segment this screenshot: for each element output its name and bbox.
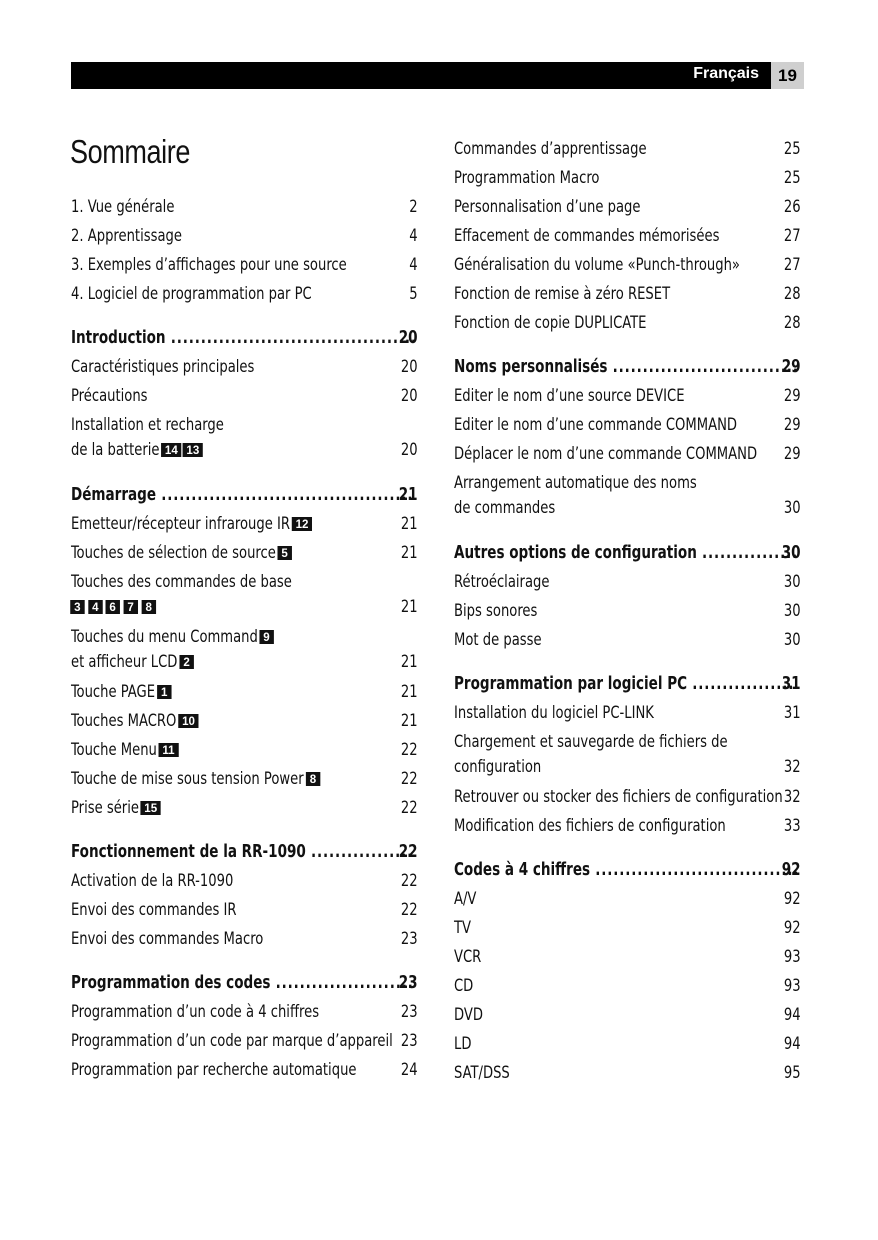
toc-entry-battery[interactable]: Installation et recharge de la batterie 14 13 20 bbox=[71, 415, 418, 460]
toc-entry[interactable]: Généralisation du volume «Punch-through» 27 bbox=[454, 255, 801, 275]
toc-section-fonctionnement[interactable]: Fonctionnement de la RR-1090 ..... 22 bbox=[71, 838, 418, 867]
callout-badge: 11 bbox=[158, 743, 178, 757]
toc-entry[interactable]: Rétroéclairage 30 bbox=[454, 572, 801, 592]
toc-entry[interactable]: Activation de la RR-1090 22 bbox=[71, 871, 418, 891]
toc-entry[interactable]: Effacement de commandes mémorisées 27 bbox=[454, 226, 801, 246]
toc-entry[interactable]: Programmation par recherche automatique 24 bbox=[71, 1060, 418, 1080]
callout-badge: 7 bbox=[124, 600, 138, 614]
toc-section-logiciel[interactable]: Programmation par logiciel PC ..... 31 bbox=[454, 670, 801, 699]
toc-entry[interactable]: Retrouver ou stocker des fichiers de configuration 32 bbox=[454, 787, 801, 807]
toc-entry[interactable]: Commandes d’apprentissage 25 bbox=[454, 139, 801, 159]
toc-entry[interactable]: Touche de mise sous tension Power 8 22 bbox=[71, 769, 418, 789]
toc-entry-chargement[interactable]: Chargement et sauvegarde de fichiers de configuration 32 bbox=[454, 732, 801, 777]
toc-left-column bbox=[71, 193, 418, 1085]
callout-badge: 12 bbox=[291, 517, 312, 531]
toc-section-demarrage[interactable]: Démarrage ..... 21 bbox=[71, 481, 418, 510]
toc-entry[interactable]: Prise série 15 22 bbox=[71, 798, 418, 818]
callout-badge: 10 bbox=[178, 714, 199, 728]
toc-entry[interactable]: 4. Logiciel de programmation par PC 5 bbox=[71, 284, 418, 304]
callout-badge: 4 bbox=[88, 600, 102, 614]
callout-badge: 2 bbox=[179, 655, 193, 669]
toc-entry-menu-command[interactable]: Touches du menu Command 9 et afficheur LCD 2 21 bbox=[71, 627, 418, 672]
toc-section-autres[interactable]: Autres options de configuration ..... 30 bbox=[454, 539, 801, 568]
toc-entry[interactable]: Mot de passe 30 bbox=[454, 630, 801, 650]
callout-badge: 15 bbox=[140, 801, 161, 815]
toc-entry[interactable]: 2. Apprentissage 4 bbox=[71, 226, 418, 246]
toc-entry[interactable]: Envoi des commandes Macro 23 bbox=[71, 929, 418, 949]
toc-entry[interactable]: Personnalisation d’une page 26 bbox=[454, 197, 801, 217]
toc-entry[interactable]: A/V 92 bbox=[454, 889, 801, 909]
toc-entry-arrangement[interactable]: Arrangement automatique des noms de commandes 30 bbox=[454, 473, 801, 518]
toc-entry[interactable]: VCR 93 bbox=[454, 947, 801, 967]
toc-entry[interactable]: Editer le nom d’une commande COMMAND 29 bbox=[454, 415, 801, 435]
toc-entry[interactable]: Touches de sélection de source 5 21 bbox=[71, 543, 418, 563]
toc-entry[interactable]: Envoi des commandes IR 22 bbox=[71, 900, 418, 920]
toc-entry[interactable]: Installation du logiciel PC-LINK 31 bbox=[454, 703, 801, 723]
toc-entry[interactable]: Fonction de copie DUPLICATE 28 bbox=[454, 313, 801, 333]
toc-entry[interactable]: Programmation d’un code à 4 chiffres 23 bbox=[71, 1002, 418, 1022]
toc-section-introduction[interactable]: Introduction ..... 20 bbox=[71, 324, 418, 353]
toc-entry[interactable]: Fonction de remise à zéro RESET 28 bbox=[454, 284, 801, 304]
toc-entry-base-keys[interactable]: Touches des commandes de base 3 4 6 7 8 21 bbox=[71, 572, 418, 617]
toc-entry[interactable]: DVD 94 bbox=[454, 1005, 801, 1025]
callout-badge: 13 bbox=[183, 443, 204, 457]
callout-badge: 14 bbox=[161, 443, 182, 457]
toc-right-column bbox=[454, 135, 801, 1088]
callout-badge: 9 bbox=[260, 630, 274, 644]
toc-entry[interactable]: Emetteur/récepteur infrarouge IR 12 21 bbox=[71, 514, 418, 534]
callout-badge: 5 bbox=[278, 546, 292, 560]
callout-badge: 3 bbox=[70, 600, 84, 614]
header-language: Français bbox=[693, 65, 759, 82]
toc-entry[interactable]: Programmation Macro 25 bbox=[454, 168, 801, 188]
toc-entry[interactable]: Bips sonores 30 bbox=[454, 601, 801, 621]
toc-entry[interactable]: Programmation d’un code par marque d’appareil 23 bbox=[71, 1031, 418, 1051]
header-bar bbox=[71, 62, 771, 89]
toc-entry[interactable]: Touches MACRO 10 21 bbox=[71, 711, 418, 731]
callout-badge: 1 bbox=[157, 685, 171, 699]
toc-entry[interactable]: LD 94 bbox=[454, 1034, 801, 1054]
callout-badge: 8 bbox=[141, 600, 155, 614]
toc-entry[interactable]: Touche PAGE 1 21 bbox=[71, 682, 418, 702]
header-page-number: 19 bbox=[771, 62, 804, 89]
toc-entry[interactable]: SAT/DSS 95 bbox=[454, 1063, 801, 1083]
toc-entry[interactable]: Modification des fichiers de configuration 33 bbox=[454, 816, 801, 836]
toc-entry[interactable]: 1. Vue générale 2 bbox=[71, 197, 418, 217]
toc-entry[interactable]: TV 92 bbox=[454, 918, 801, 938]
toc-entry[interactable]: Précautions 20 bbox=[71, 386, 418, 406]
toc-section-programmation-codes[interactable]: Programmation des codes ..... 23 bbox=[71, 969, 418, 998]
page-title: Sommaire bbox=[70, 133, 191, 170]
toc-entry[interactable]: CD 93 bbox=[454, 976, 801, 996]
callout-badge: 8 bbox=[305, 772, 319, 786]
toc-section-noms[interactable]: Noms personnalisés ..... 29 bbox=[454, 353, 801, 382]
toc-section-codes[interactable]: Codes à 4 chiffres ..... 92 bbox=[454, 856, 801, 885]
toc-entry[interactable]: 3. Exemples d’affichages pour une source 4 bbox=[71, 255, 418, 275]
toc-entry[interactable]: Touche Menu 11 22 bbox=[71, 740, 418, 760]
toc-entry[interactable]: Caractéristiques principales 20 bbox=[71, 357, 418, 377]
callout-badge: 6 bbox=[106, 600, 120, 614]
toc-entry[interactable]: Déplacer le nom d’une commande COMMAND 29 bbox=[454, 444, 801, 464]
toc-entry[interactable]: Editer le nom d’une source DEVICE 29 bbox=[454, 386, 801, 406]
